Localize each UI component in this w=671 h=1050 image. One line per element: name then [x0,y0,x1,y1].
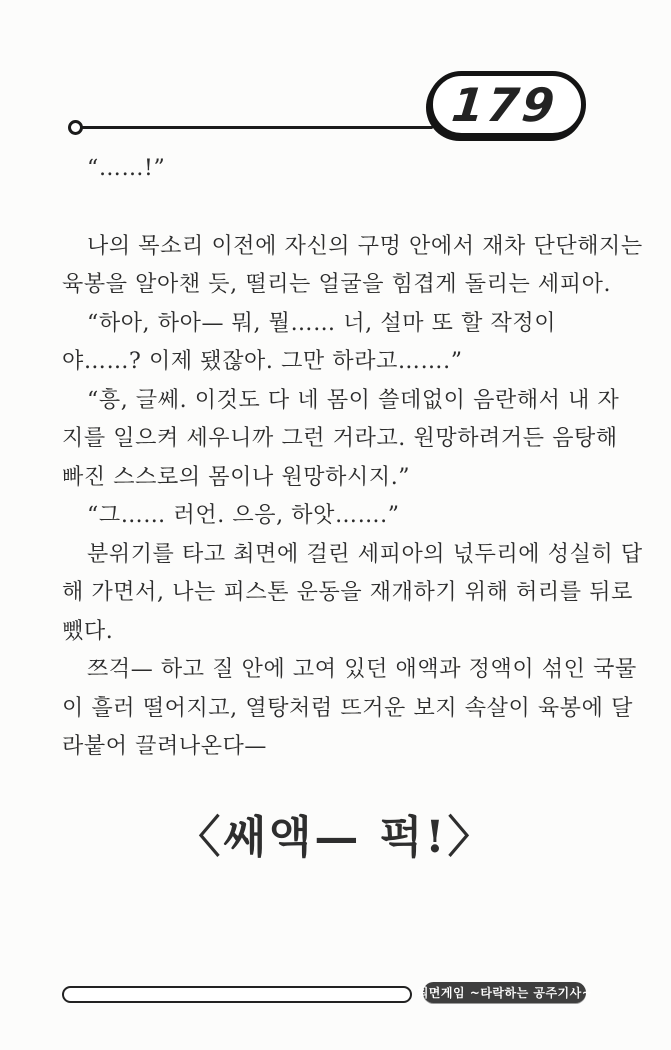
text-line: 나의 목소리 이전에 자신의 구멍 안에서 재차 단단해지는 [87,233,643,259]
text-line: 육봉을 알아챈 듯, 떨리는 얼굴을 힘겹게 돌리는 세피아. [62,272,612,297]
page-number-badge [428,71,586,138]
text-line: “하아, 하아— 뭐, 뭘…… 너, 설마 또 할 작정이 [87,310,557,336]
page-number: 179 [449,77,561,132]
body-text [62,150,643,767]
sound-effect-text: 〈쌔액— 퍽!〉 [176,812,495,863]
text-line: 이 흘러 떨어지고, 열탕처럼 뜨거운 보지 속살이 육봉에 달 [62,695,633,721]
text-line: 분위기를 타고 최면에 걸린 세피아의 넋두리에 성실히 답 [87,541,643,567]
text-line: 뺐다. [62,618,114,644]
text-line: 라붙어 끌려나온다— [62,734,268,759]
text-line: 야……? 이제 됐잖아. 그만 하라고…….” [62,349,463,374]
text-line: 쯔걱— 하고 질 안에 고여 있던 애액과 정액이 섞인 국물 [87,657,637,682]
header-rule [80,126,433,129]
text-line: 해 가면서, 나는 피스톤 운동을 재개하기 위해 허리를 뒤로 [62,580,633,605]
text-line: “그…… 러언. 으응, 하앗…….” [87,503,400,528]
text-line: “흥, 글쎄. 이것도 다 네 몸이 쓸데없이 음란해서 내 자 [87,387,620,413]
series-title: 최면게임 ~타락하는 공주기사~ [416,986,593,1000]
series-title-badge [416,982,593,1003]
text-line: “……!” [87,156,166,181]
text-line: 빠진 스스로의 몸이나 원망하시지.” [62,464,411,490]
text-line: 지를 일으켜 세우니까 그런 거라고. 원망하려거든 음탕해 [62,426,618,451]
footer-pill [62,986,412,1003]
